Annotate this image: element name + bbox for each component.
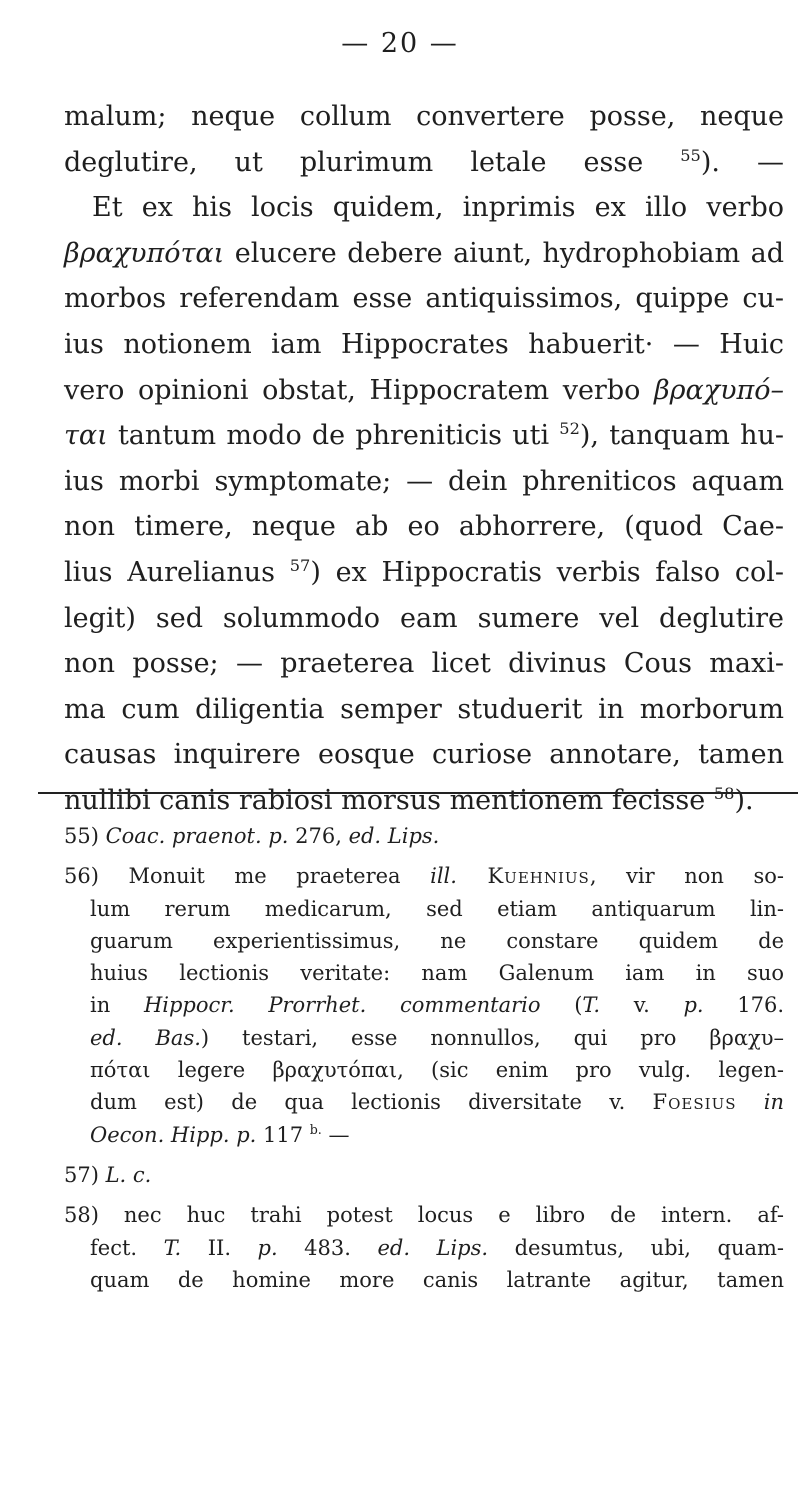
footnote-line: ed. Bas.) testari, esse nonnullos, qui pro βραχυ– <box>90 1025 784 1050</box>
text-line: morbos referendam esse antiquissimos, quippe cu- <box>64 283 784 315</box>
text-line: ται tantum modo de phreniticis uti $^{52}$), tanquam hu- <box>64 419 784 452</box>
footnote-line: lum rerum medicarum, sed etiam antiquarum lin- <box>90 896 784 921</box>
text-line: vero opinioni obstat, Hippocratem verbo βραχυπό– <box>64 374 784 406</box>
footnote-ref: 58 <box>713 783 735 803</box>
footnote-56: 56) Monuit me praeterea ill. Kuehnius, vir non so- <box>64 864 784 889</box>
footnote-line: Oecon. Hipp. p. 117 $^{b.}$ — <box>90 1121 350 1147</box>
text-line: lius Aurelianus $^{57}$) ex Hippocratis verbis falso col- <box>64 555 784 588</box>
greek-word: βραχυπόται <box>64 237 225 269</box>
greek-word: βραχυπό– <box>654 374 784 406</box>
footnote-line: dum est) de qua lectionis diversitate v. Foesius in <box>90 1090 784 1115</box>
footnote-line: guarum experientissimus, ne constare quidem de <box>90 928 784 953</box>
text-line: ma cum diligentia semper studuerit in morborum <box>64 693 784 725</box>
greek-word: βραχυ– <box>709 1025 784 1050</box>
text-line: nullibi canis rabiosi morsus mentionem fecisse $^{58}$). <box>64 783 754 816</box>
text-line: causas inquirere eosque curiose annotare, tamen <box>64 739 784 771</box>
text-line: ius notionem iam Hippocrates habuerit· — Huic <box>64 328 784 360</box>
footnote-ref: 55 <box>680 145 701 165</box>
text-line: non timere, neque ab eo abhorrere, (quod Cae- <box>64 511 784 543</box>
text-line: non posse; — praeterea licet divinus Cous maxi- <box>64 648 784 680</box>
footnote-ref: 52 <box>559 419 580 439</box>
greek-word: βραχυτόπαι <box>272 1058 398 1083</box>
footnote-57: 57) L. c. <box>64 1162 152 1187</box>
footnote-line: huius lectionis veritate: nam Galenum iam in suo <box>90 961 784 986</box>
main-text <box>64 94 784 824</box>
footnote-line: πόται legere βραχυτόπαι, (sic enim pro vulg. legen- <box>90 1058 784 1083</box>
text-line: ius morbi symptomate; — dein phreniticos aquam <box>64 465 784 497</box>
page-number: — 20 — <box>341 28 459 59</box>
footnote-line: fect. T. II. p. 483. ed. Lips. desumtus, ubi, quam- <box>90 1235 784 1260</box>
footnote-55: 55) Coac. praenot. p. 276, ed. Lips. <box>64 824 440 848</box>
footnote-58: 58) nec huc trahi potest locus e libro de intern. af- <box>64 1203 784 1228</box>
footnotes <box>64 820 784 1296</box>
footnote-line: in Hippocr. Prorrhet. commentario (T. v. p. 176. <box>90 993 785 1018</box>
text-line: legit) sed solummodo eam sumere vel deglutire <box>64 602 784 634</box>
footnote-ref: 57 <box>289 555 311 575</box>
text-line: deglutire, ut plurimum letale esse $^{55}$). — <box>64 145 784 178</box>
footnote-line: quam de homine more canis latrante agitur, tamen <box>90 1267 784 1292</box>
text-line: Et ex his locis quidem, inprimis ex illo verbo <box>92 192 784 224</box>
footnote-divider <box>38 792 798 794</box>
text-line: malum; neque collum convertere posse, neque <box>64 101 784 132</box>
greek-word: ται <box>64 420 108 452</box>
text-line: βραχυπόται elucere debere aiunt, hydrophobiam ad <box>64 237 784 269</box>
greek-word: πόται <box>90 1058 151 1083</box>
